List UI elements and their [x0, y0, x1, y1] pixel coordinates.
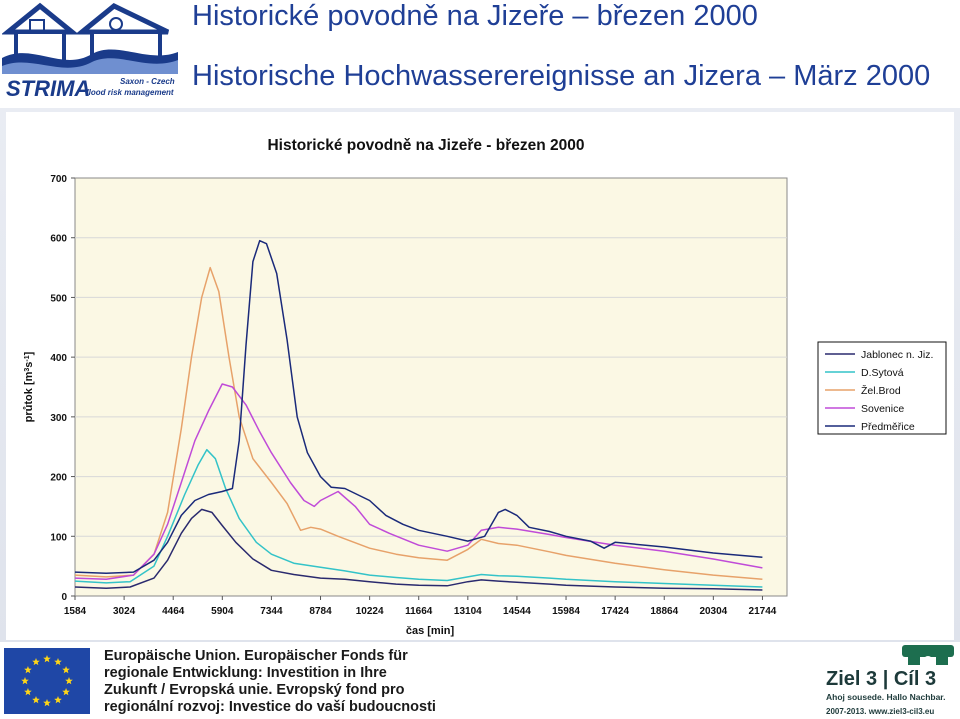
y-tick-label: 400 [50, 353, 67, 365]
eu-funding-text [104, 648, 436, 716]
x-tick-label: 7344 [260, 606, 283, 617]
x-ticks [64, 596, 777, 617]
logo-line1: Saxon - Czech [120, 77, 175, 86]
y-ticks [50, 174, 75, 603]
slide-title-german: Historische Hochwasserereignisse an Jizera – März 2000 [192, 60, 931, 92]
x-tick-label: 11664 [405, 606, 433, 617]
y-tick-label: 200 [50, 472, 67, 484]
x-axis-label: čas [min] [405, 625, 455, 637]
eu-text-line1: Europäische Union. Europäischer Fonds für [104, 648, 408, 664]
legend-label: Žel.Brod [861, 385, 901, 397]
x-tick-label: 20304 [699, 606, 728, 617]
chart-panel [6, 112, 954, 640]
eu-text-line4: regionální rozvoj: Investice do vaší budoucnosti [104, 699, 436, 715]
legend-label: Předměřice [861, 421, 915, 433]
x-tick-label: 15984 [552, 606, 580, 617]
flow-chart [6, 112, 954, 640]
logo-line2: flood risk management [86, 88, 174, 97]
chart-title: Historické povodně na Jizeře - březen 2000 [267, 137, 585, 154]
eu-text-line3: Zukunft / Evropská unie. Evropský fond pro [104, 682, 405, 698]
y-tick-label: 500 [50, 293, 67, 305]
slide-title-czech: Historické povodně na Jizeře – březen 2000 [192, 0, 758, 32]
eu-flag-icon [4, 648, 90, 714]
x-tick-label: 17424 [601, 606, 630, 617]
y-tick-label: 600 [50, 233, 67, 245]
chart-legend [818, 342, 946, 434]
ziel3-logo [822, 642, 958, 719]
legend-label: Jablonec n. Jiz. [861, 349, 934, 361]
x-tick-label: 8784 [309, 606, 332, 617]
eu-text-line2: regionale Entwicklung: Investition in Ihre [104, 665, 387, 681]
x-tick-label: 14544 [503, 606, 531, 617]
footer [0, 642, 960, 719]
logo-name: STRIMA [6, 76, 91, 100]
x-tick-label: 10224 [355, 606, 384, 617]
y-tick-label: 700 [50, 174, 67, 185]
y-axis-label: průtok $[m^3s^{-1}]$ [23, 351, 35, 423]
ziel-sub-text: Ahoj sousede. Hallo Nachbar. [826, 692, 946, 702]
ziel-url-text: 2007-2013. www.ziel3-cil3.eu [826, 707, 935, 716]
y-tick-label: 100 [50, 532, 67, 544]
x-tick-label: 1584 [63, 606, 87, 617]
x-tick-label: 3024 [112, 606, 136, 617]
x-tick-label: 13104 [453, 606, 482, 617]
strima-logo [2, 2, 178, 100]
x-tick-label: 5904 [211, 606, 234, 617]
ziel-main-text: Ziel 3 | Cíl 3 [826, 668, 937, 690]
x-tick-label: 4464 [162, 606, 185, 617]
legend-label: Sovenice [861, 403, 905, 415]
y-tick-label: 0 [61, 592, 67, 603]
legend-label: D.Sytová [861, 367, 904, 379]
x-tick-label: 21744 [748, 606, 777, 617]
x-tick-label: 18864 [650, 606, 679, 617]
y-tick-label: 300 [50, 412, 67, 424]
